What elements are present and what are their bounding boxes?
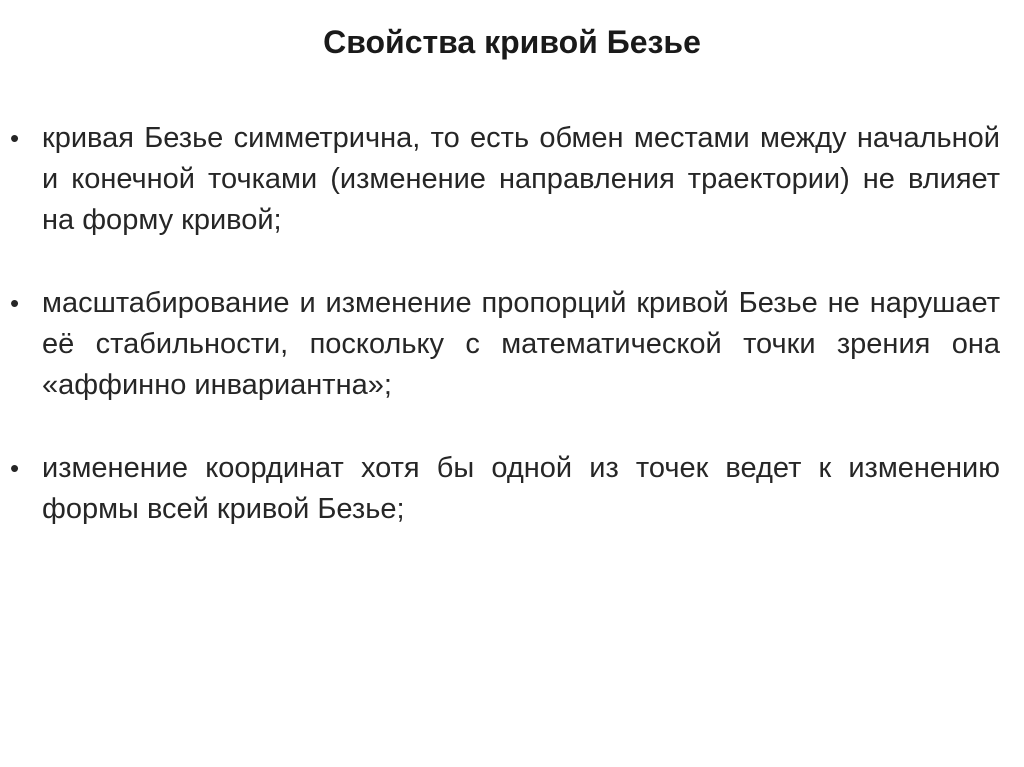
bullet-item: [10, 448, 1000, 530]
bullet-item: [10, 283, 1000, 406]
bullet-text: кривая Безье симметрична, то есть обмен местами между начальной и конечной точками (изменение направления траектории) не влияет на форму кривой;: [42, 122, 1000, 236]
bullet-text: изменение координат хотя бы одной из точек ведет к изменению формы всей кривой Безье;: [42, 452, 1000, 525]
bullet-item: [10, 118, 1000, 241]
bullet-icon: •: [10, 288, 20, 318]
bullet-text: масштабирование и изменение пропорций кривой Безье не нарушает её стабильности, поскольку с математической точки зрения она «аффинно инвариантна»;: [42, 287, 1000, 401]
slide-title: Свойства кривой Безье: [323, 24, 701, 60]
bullet-list: [10, 118, 1000, 572]
bullet-icon: •: [10, 123, 20, 153]
bullet-icon: •: [10, 453, 20, 483]
